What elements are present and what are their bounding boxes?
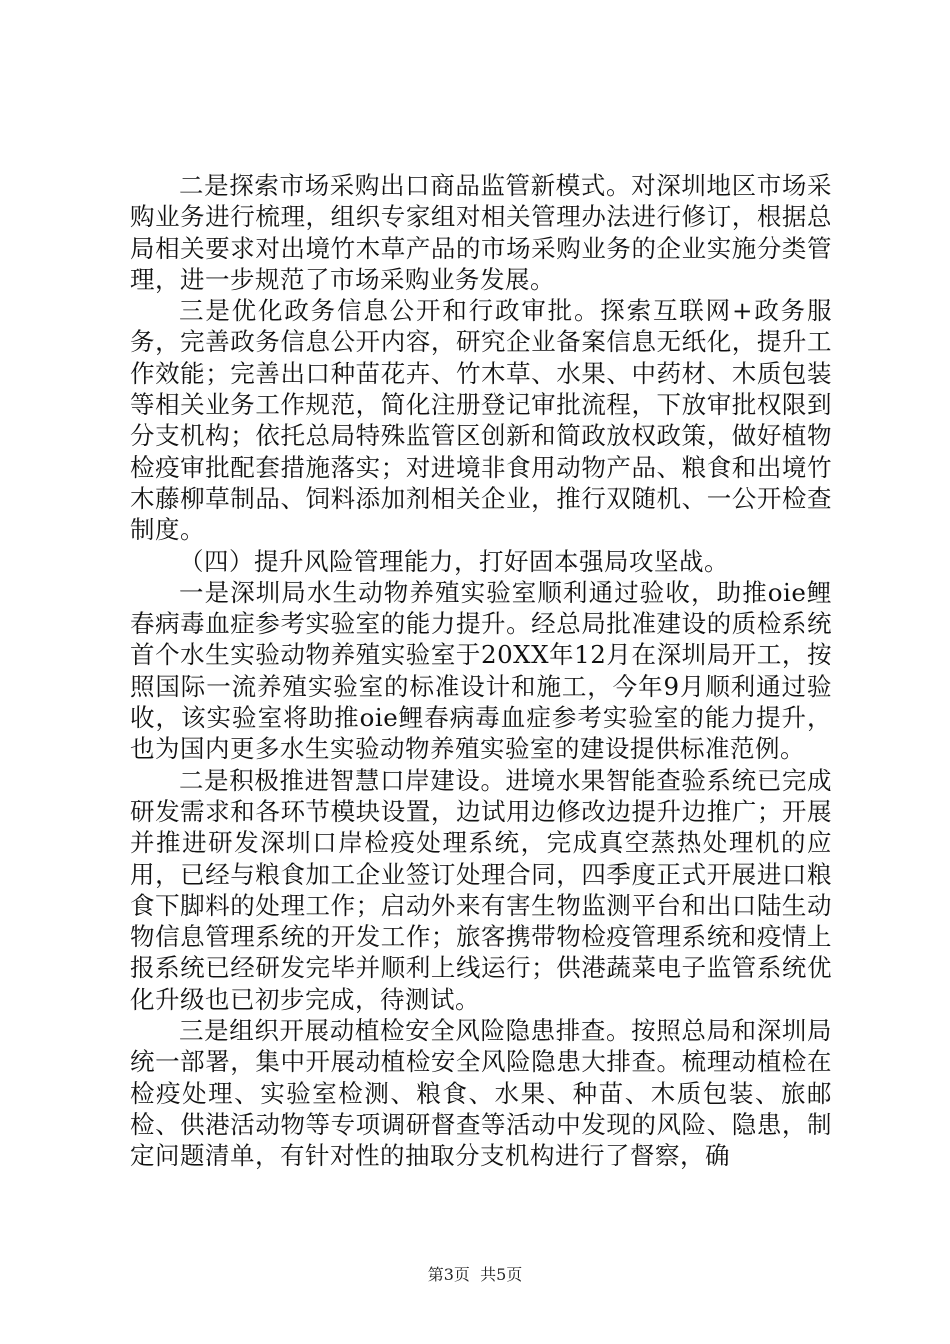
section-heading-risk-management: （四）提升风险管理能力，打好固本强局攻坚战。 — [179, 546, 729, 576]
paragraph-smart-port: 二是积极推进智慧口岸建设。进境水果智能查验系统已完成研发需求和各环节模块设置，边试用边修改边提升边推广；开展并推进研发深圳口岸检疫处理系统，完成真空蒸热处理机的应用，已经与粮食加工企业签订处理合同，四季度正式开展进口粮食下脚料的处理工作；启动外来有害生物监测平台和出口陆生动物信息管理系统的开发工作；旅客携带物检疫管理系统和疫情上报系统已经研发完毕并顺利上线运行；供港蔬菜电子监管系统优化升级也已初步完成，待测试。 — [130, 765, 832, 1014]
paragraph-market-procurement: 二是探索市场采购出口商品监管新模式。对深圳地区市场采购业务进行梳理，组织专家组对相关管理办法进行修订，根据总局相关要求对出境竹木草产品的市场采购业务的企业实施分类管理，进一步规范了市场采购业务发展。 — [130, 171, 832, 294]
paragraph-aquatic-lab: 一是深圳局水生动物养殖实验室顺利通过验收，助推oie鲤春病毒血症参考实验室的能力提升。经总局批准建设的质检系统首个水生实验动物养殖实验室于20XX年12月在深圳局开工，按照国际一流养殖实验室的标准设计和施工，今年9月顺利通过验收，该实验室将助推oie鲤春病毒血症参考实验室的能力提升，也为国内更多水生实验动物养殖实验室的建设提供标准范例。 — [130, 577, 832, 764]
paragraph-government-info: 三是优化政务信息公开和行政审批。探索互联网+政务服务，完善政务信息公开内容，研究企业备案信息无纸化，提升工作效能；完善出口种苗花卉、竹木草、水果、中药材、木质包装等相关业务工作规范，简化注册登记审批流程，下放审批权限到分支机构；依托总局特殊监管区创新和简政放权政策，做好植物检疫审批配套措施落实；对进境非食用动物产品、粮食和出境竹木藤柳草制品、饲料添加剂相关企业，推行双随机、一公开检查制度。 — [130, 296, 832, 545]
document-body — [130, 170, 832, 1172]
page-footer — [0, 1265, 950, 1285]
page-number-label: 第3页 共5页 — [427, 1265, 523, 1284]
paragraph-risk-inspection: 三是组织开展动植检安全风险隐患排查。按照总局和深圳局统一部署，集中开展动植检安全风险隐患大排查。梳理动植检在检疫处理、实验室检测、粮食、水果、种苗、木质包装、旅邮检、供港活动物等专项调研督查等活动中发现的风险、隐患，制定问题清单，有针对性的抽取分支机构进行了督察，确 — [130, 1016, 832, 1171]
